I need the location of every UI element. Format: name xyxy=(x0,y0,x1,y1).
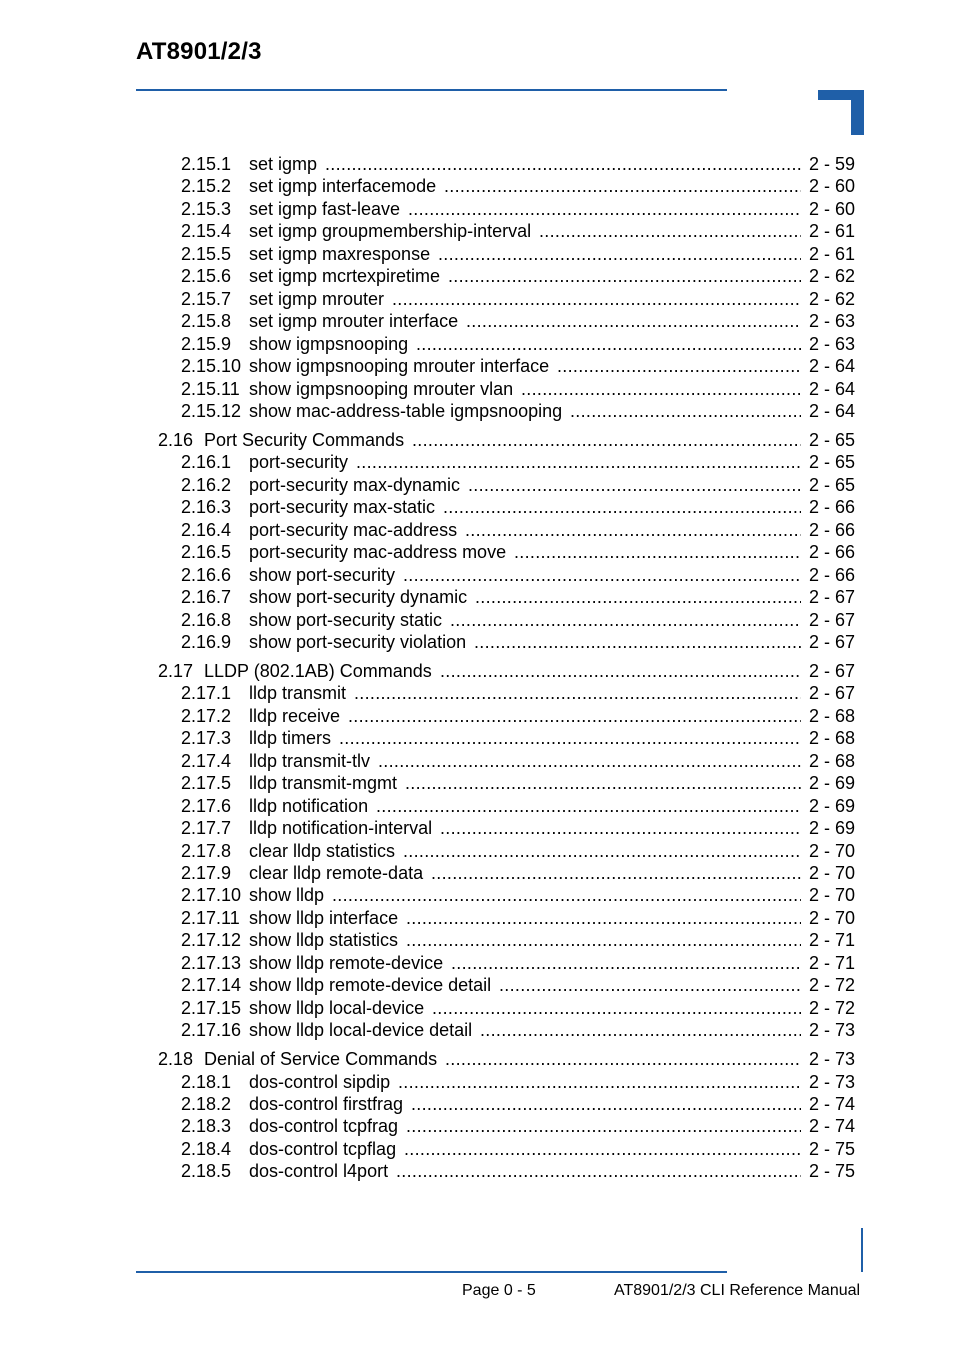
toc-entry-title: lldp timers xyxy=(249,728,332,749)
toc-entry[interactable] xyxy=(0,355,954,377)
toc-entry-title: port-security max-static xyxy=(249,497,436,518)
toc-entry-number: 2.18.1 xyxy=(181,1071,232,1092)
toc-dot-leader xyxy=(468,474,801,496)
toc-entry-page: 2 - 68 xyxy=(808,750,855,771)
toc-entry-number: 2.17.3 xyxy=(181,728,232,749)
toc-entry-number: 2.15.9 xyxy=(181,333,232,354)
toc-entry-title: dos-control tcpflag xyxy=(249,1138,397,1159)
toc-dot-leader xyxy=(332,884,801,906)
toc-entry-number: 2.16 xyxy=(158,429,194,450)
toc-dot-leader xyxy=(450,609,801,631)
toc-entry-title: lldp receive xyxy=(249,705,341,726)
toc-entry-title: set igmp mrouter interface xyxy=(249,311,459,332)
toc-dot-leader xyxy=(570,400,801,422)
toc-entry-page: 2 - 67 xyxy=(808,609,855,630)
toc-entry-page: 2 - 67 xyxy=(808,587,855,608)
toc-dot-leader xyxy=(398,1071,801,1093)
toc-entry[interactable] xyxy=(0,1071,954,1093)
toc-entry[interactable] xyxy=(0,817,954,839)
toc-dot-leader xyxy=(465,519,801,541)
toc-entry[interactable] xyxy=(0,451,954,473)
toc-dot-leader xyxy=(448,265,801,287)
toc-section-entry[interactable] xyxy=(0,429,954,451)
toc-entry-page: 2 - 74 xyxy=(808,1116,855,1137)
toc-dot-leader xyxy=(557,355,801,377)
toc-entry[interactable] xyxy=(0,1093,954,1115)
toc-entry[interactable] xyxy=(0,952,954,974)
toc-entry-number: 2.15.5 xyxy=(181,243,232,264)
toc-dot-leader xyxy=(431,862,801,884)
toc-entry-number: 2.15.1 xyxy=(181,154,232,174)
toc-dot-leader xyxy=(406,907,801,929)
toc-entry-title: set igmp maxresponse xyxy=(249,243,431,264)
toc-entry-page: 2 - 67 xyxy=(808,683,855,704)
toc-entry-number: 2.17.7 xyxy=(181,818,232,839)
toc-entry-title: dos-control firstfrag xyxy=(249,1093,404,1114)
toc-dot-leader xyxy=(408,198,801,220)
toc-entry-title: set igmp xyxy=(249,154,318,174)
toc-entry-page: 2 - 63 xyxy=(808,333,855,354)
toc-dot-leader xyxy=(438,243,801,265)
toc-dot-leader xyxy=(406,929,801,951)
toc-entry[interactable] xyxy=(0,974,954,996)
header-rule xyxy=(136,89,727,91)
toc-entry-number: 2.18.5 xyxy=(181,1161,232,1182)
toc-entry-number: 2.16.6 xyxy=(181,564,232,585)
toc-entry[interactable] xyxy=(0,1138,954,1160)
toc-entry[interactable] xyxy=(0,631,954,653)
toc-dot-leader xyxy=(378,750,801,772)
toc-dot-leader xyxy=(396,1160,801,1182)
toc-dot-leader xyxy=(406,1115,801,1137)
toc-entry-page: 2 - 73 xyxy=(808,1020,855,1041)
toc-entry-title: LLDP (802.1AB) Commands xyxy=(204,660,432,681)
toc-entry[interactable] xyxy=(0,153,954,175)
toc-entry-number: 2.17.11 xyxy=(181,907,240,928)
toc-dot-leader xyxy=(451,952,801,974)
toc-dot-leader xyxy=(412,429,801,451)
toc-entry-title: dos-control sipdip xyxy=(249,1071,391,1092)
toc-entry-number: 2.16.3 xyxy=(181,497,232,518)
toc-entry-title: show lldp local-device detail xyxy=(249,1020,473,1041)
toc-entry[interactable] xyxy=(0,198,954,220)
toc-entry-number: 2.15.3 xyxy=(181,198,232,219)
toc-entry-title: show lldp interface xyxy=(249,907,399,928)
toc-entry[interactable] xyxy=(0,884,954,906)
toc-entry-page: 2 - 73 xyxy=(808,1049,855,1070)
toc-entry[interactable] xyxy=(0,564,954,586)
toc-entry-page: 2 - 67 xyxy=(808,660,855,681)
toc-entry-page: 2 - 70 xyxy=(808,840,855,861)
toc-entry-page: 2 - 60 xyxy=(808,176,855,197)
toc-dot-leader xyxy=(440,817,801,839)
toc-entry-title: show lldp statistics xyxy=(249,930,399,951)
toc-dot-leader xyxy=(356,451,801,473)
toc-dot-leader xyxy=(480,1019,801,1041)
toc-entry-page: 2 - 75 xyxy=(808,1161,855,1182)
toc-entry-number: 2.17.13 xyxy=(181,952,242,973)
toc-entry[interactable] xyxy=(0,288,954,310)
toc-entry[interactable] xyxy=(0,474,954,496)
toc-entry-page: 2 - 64 xyxy=(808,356,855,377)
toc-entry-title: show port-security static xyxy=(249,609,443,630)
toc-entry-title: show port-security xyxy=(249,564,396,585)
document-title: AT8901/2/3 xyxy=(136,38,262,65)
toc-entry-title: set igmp interfacemode xyxy=(249,176,437,197)
toc-entry-number: 2.15.8 xyxy=(181,311,232,332)
toc-dot-leader xyxy=(474,631,801,653)
toc-dot-leader xyxy=(404,1138,801,1160)
toc-dot-leader xyxy=(466,310,801,332)
toc-entry-title: lldp transmit xyxy=(249,683,347,704)
toc-entry-number: 2.15.7 xyxy=(181,288,232,309)
toc-entry-title: lldp notification xyxy=(249,795,369,816)
toc-entry-number: 2.17.9 xyxy=(181,862,232,883)
toc-entry-page: 2 - 66 xyxy=(808,564,855,585)
toc-entry[interactable] xyxy=(0,310,954,332)
toc-entry-page: 2 - 63 xyxy=(808,311,855,332)
toc-dot-leader xyxy=(339,727,801,749)
toc-entry-title: show lldp xyxy=(249,885,325,906)
toc-entry-number: 2.18.2 xyxy=(181,1093,232,1114)
toc-entry-number: 2.16.4 xyxy=(181,519,232,540)
toc-entry-page: 2 - 69 xyxy=(808,795,855,816)
toc-entry-page: 2 - 72 xyxy=(808,975,855,996)
toc-entry-number: 2.17.6 xyxy=(181,795,232,816)
toc-entry-number: 2.17.12 xyxy=(181,930,242,951)
footer-manual-title: AT8901/2/3 CLI Reference Manual xyxy=(614,1282,861,1299)
toc-entry[interactable] xyxy=(0,333,954,355)
toc-dot-leader xyxy=(539,220,801,242)
toc-entry-title: show igmpsnooping mrouter interface xyxy=(249,356,550,377)
toc-entry-title: Port Security Commands xyxy=(204,429,405,450)
toc-entry-title: dos-control l4port xyxy=(249,1161,389,1182)
toc-entry[interactable] xyxy=(0,795,954,817)
toc-dot-leader xyxy=(416,333,801,355)
toc-entry-title: show mac-address-table igmpsnooping xyxy=(249,400,563,421)
toc-entry-page: 2 - 69 xyxy=(808,818,855,839)
toc-entry-number: 2.16.2 xyxy=(181,474,232,495)
toc-entry-number: 2.15.6 xyxy=(181,266,232,287)
toc-entry-title: set igmp mrouter xyxy=(249,288,385,309)
toc-entry-title: lldp notification-interval xyxy=(249,818,433,839)
toc-dot-leader xyxy=(392,288,801,310)
toc-entry-page: 2 - 70 xyxy=(808,862,855,883)
toc-entry-page: 2 - 65 xyxy=(808,429,855,450)
toc-entry-page: 2 - 62 xyxy=(808,266,855,287)
toc-entry[interactable] xyxy=(0,609,954,631)
toc-entry-number: 2.18 xyxy=(158,1049,194,1070)
toc-dot-leader xyxy=(521,378,801,400)
toc-entry-title: port-security xyxy=(249,452,349,473)
toc-entry-number: 2.17.2 xyxy=(181,705,232,726)
toc-entry-title: port-security mac-address xyxy=(249,519,458,540)
toc-entry-page: 2 - 72 xyxy=(808,997,855,1018)
toc-entry-page: 2 - 64 xyxy=(808,378,855,399)
toc-entry-page: 2 - 69 xyxy=(808,773,855,794)
toc-entry-title: set igmp mcrtexpiretime xyxy=(249,266,441,287)
toc-entry[interactable] xyxy=(0,907,954,929)
toc-dot-leader xyxy=(445,1048,801,1070)
toc-entry-page: 2 - 74 xyxy=(808,1093,855,1114)
toc-dot-leader xyxy=(443,496,801,518)
toc-entry-page: 2 - 66 xyxy=(808,497,855,518)
toc-entry-title: show igmpsnooping xyxy=(249,333,409,354)
toc-entry-page: 2 - 61 xyxy=(808,243,855,264)
toc-entry[interactable] xyxy=(0,1160,954,1182)
toc-entry-number: 2.16.9 xyxy=(181,631,232,652)
toc-entry-page: 2 - 62 xyxy=(808,288,855,309)
footer-rule xyxy=(136,1271,727,1273)
toc-entry[interactable] xyxy=(0,243,954,265)
toc-entry[interactable] xyxy=(0,727,954,749)
toc-entry-title: set igmp fast-leave xyxy=(249,198,401,219)
toc-entry-title: lldp transmit-mgmt xyxy=(249,773,398,794)
toc-entry[interactable] xyxy=(0,519,954,541)
toc-entry[interactable] xyxy=(0,682,954,704)
toc-entry-page: 2 - 60 xyxy=(808,198,855,219)
header-corner-mark-vertical xyxy=(851,90,864,135)
toc-entry-page: 2 - 59 xyxy=(808,154,855,174)
toc-entry-number: 2.15.11 xyxy=(181,378,240,399)
toc-entry[interactable] xyxy=(0,586,954,608)
toc-entry-number: 2.17.8 xyxy=(181,840,232,861)
toc-entry[interactable] xyxy=(0,378,954,400)
toc-entry-page: 2 - 73 xyxy=(808,1071,855,1092)
toc-entry[interactable] xyxy=(0,541,954,563)
toc-entry[interactable] xyxy=(0,750,954,772)
toc-entry[interactable] xyxy=(0,265,954,287)
toc-entry-number: 2.15.4 xyxy=(181,221,232,242)
toc-entry-page: 2 - 70 xyxy=(808,907,855,928)
toc-entry-page: 2 - 75 xyxy=(808,1138,855,1159)
toc-section-entry[interactable] xyxy=(0,1048,954,1070)
toc-entry-title: Denial of Service Commands xyxy=(204,1049,438,1070)
toc-entry-number: 2.17.1 xyxy=(181,683,232,704)
toc-entry-page: 2 - 71 xyxy=(808,952,855,973)
toc-entry-number: 2.17.14 xyxy=(181,975,242,996)
toc-entry-title: show lldp remote-device detail xyxy=(249,975,492,996)
toc-entry[interactable] xyxy=(0,705,954,727)
toc-entry-page: 2 - 71 xyxy=(808,930,855,951)
toc-entry[interactable] xyxy=(0,772,954,794)
toc-entry-number: 2.17.10 xyxy=(181,885,242,906)
toc-dot-leader xyxy=(376,795,801,817)
toc-entry-title: clear lldp remote-data xyxy=(249,862,424,883)
toc-entry-title: show lldp remote-device xyxy=(249,952,444,973)
toc-entry-number: 2.16.8 xyxy=(181,609,232,630)
toc-entry-page: 2 - 66 xyxy=(808,542,855,563)
toc-entry-number: 2.16.1 xyxy=(181,452,232,473)
toc-entry-page: 2 - 65 xyxy=(808,474,855,495)
toc-entry-number: 2.15.2 xyxy=(181,176,232,197)
toc-entry-title: show port-security dynamic xyxy=(249,587,468,608)
toc-entry-page: 2 - 67 xyxy=(808,631,855,652)
toc-entry-title: clear lldp statistics xyxy=(249,840,396,861)
toc-entry-title: dos-control tcpfrag xyxy=(249,1116,399,1137)
toc-entry-number: 2.15.10 xyxy=(181,356,242,377)
toc-entry-number: 2.17.15 xyxy=(181,997,242,1018)
toc-dot-leader xyxy=(440,660,801,682)
toc-dot-leader xyxy=(514,541,801,563)
toc-entry-title: show igmpsnooping mrouter vlan xyxy=(249,378,514,399)
toc-dot-leader xyxy=(354,682,801,704)
toc-entry-number: 2.17.4 xyxy=(181,750,232,771)
toc-entry-number: 2.15.12 xyxy=(181,400,242,421)
toc-entry-title: port-security mac-address move xyxy=(249,542,507,563)
toc-entry-page: 2 - 61 xyxy=(808,221,855,242)
toc-entry-number: 2.16.5 xyxy=(181,542,232,563)
toc-entry-number: 2.17.5 xyxy=(181,773,232,794)
toc-entry-page: 2 - 68 xyxy=(808,705,855,726)
toc-entry[interactable] xyxy=(0,220,954,242)
footer-corner-mark xyxy=(861,1228,863,1272)
toc-dot-leader xyxy=(432,997,801,1019)
toc-dot-leader xyxy=(405,772,801,794)
toc-section-entry[interactable] xyxy=(0,660,954,682)
toc-entry-page: 2 - 68 xyxy=(808,728,855,749)
toc-entry[interactable] xyxy=(0,1115,954,1137)
toc-entry[interactable] xyxy=(0,929,954,951)
toc-entry[interactable] xyxy=(0,175,954,197)
toc-dot-leader xyxy=(499,974,801,996)
toc-entry-number: 2.17.16 xyxy=(181,1020,242,1041)
toc-entry[interactable] xyxy=(0,862,954,884)
toc-entry-number: 2.16.7 xyxy=(181,587,232,608)
toc-entry-title: port-security max-dynamic xyxy=(249,474,461,495)
toc-entry-title: set igmp groupmembership-interval xyxy=(249,221,532,242)
toc-entry[interactable] xyxy=(0,496,954,518)
toc-dot-leader xyxy=(403,564,801,586)
toc-entry-number: 2.18.4 xyxy=(181,1138,232,1159)
toc-dot-leader xyxy=(411,1093,801,1115)
toc-entry[interactable] xyxy=(0,400,954,422)
toc-entry-page: 2 - 65 xyxy=(808,452,855,473)
toc-entry-page: 2 - 70 xyxy=(808,885,855,906)
toc-entry[interactable] xyxy=(0,997,954,1019)
toc-dot-leader xyxy=(475,586,801,608)
toc-entry-page: 2 - 66 xyxy=(808,519,855,540)
toc-entry-title: show port-security violation xyxy=(249,631,467,652)
footer-page-number: Page 0 - 5 xyxy=(462,1282,536,1299)
toc-entry[interactable] xyxy=(0,1019,954,1041)
toc-entry-title: lldp transmit-tlv xyxy=(249,750,371,771)
toc-entry[interactable] xyxy=(0,840,954,862)
toc-entry-number: 2.17 xyxy=(158,660,194,681)
toc-entry-title: show lldp local-device xyxy=(249,997,425,1018)
toc-dot-leader xyxy=(348,705,801,727)
toc-entry-page: 2 - 64 xyxy=(808,400,855,421)
toc-dot-leader xyxy=(444,175,801,197)
toc-entry-number: 2.18.3 xyxy=(181,1116,232,1137)
toc-dot-leader xyxy=(325,153,801,175)
toc-dot-leader xyxy=(403,840,801,862)
